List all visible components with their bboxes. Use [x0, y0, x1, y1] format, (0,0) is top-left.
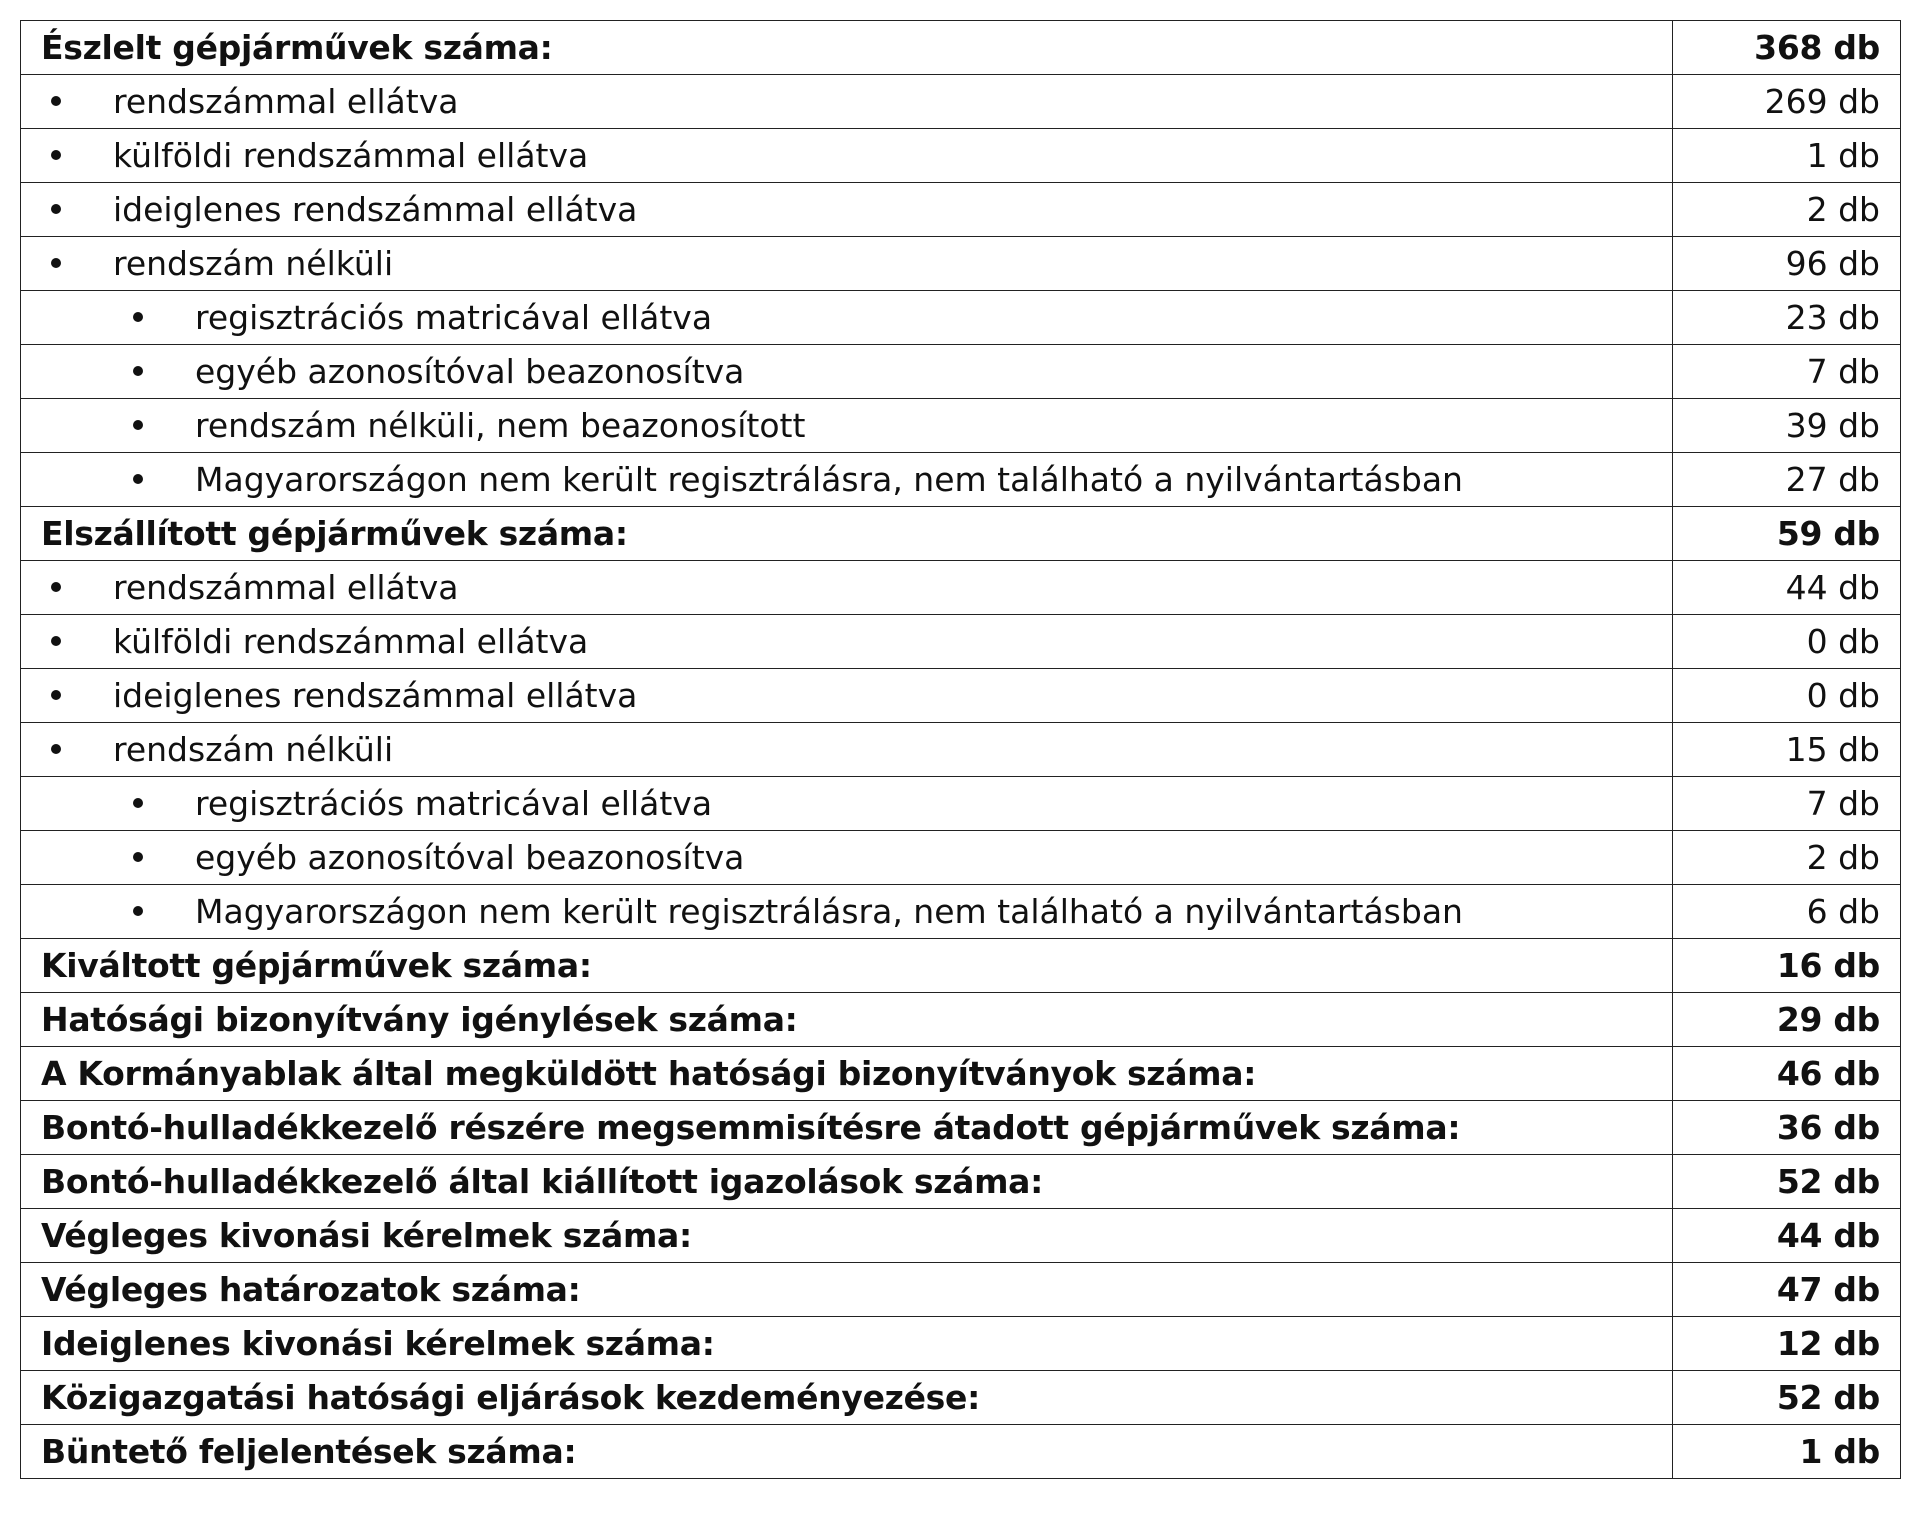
row-label: külföldi rendszámmal ellátva	[113, 622, 589, 661]
row-value: 44 db	[1673, 1209, 1901, 1263]
row-label: Végleges határozatok száma:	[21, 1263, 1673, 1317]
row-label: Közigazgatási hatósági eljárások kezdeményezése:	[21, 1371, 1673, 1425]
row-value: 12 db	[1673, 1317, 1901, 1371]
row-label: egyéb azonosítóval beazonosítva	[195, 352, 745, 391]
row-label: Bontó-hulladékkezelő által kiállított igazolások száma:	[21, 1155, 1673, 1209]
vehicle-statistics-table	[20, 20, 1901, 1479]
table-row	[21, 993, 1901, 1047]
table-row	[21, 723, 1901, 777]
row-label: Észlelt gépjárművek száma:	[21, 21, 1673, 75]
row-label: rendszám nélküli, nem beazonosított	[195, 406, 806, 445]
table-row	[21, 1101, 1901, 1155]
row-value: 47 db	[1673, 1263, 1901, 1317]
row-label-cell	[21, 669, 1673, 723]
bullet-icon	[133, 906, 143, 916]
row-value: 52 db	[1673, 1371, 1901, 1425]
table-row	[21, 561, 1901, 615]
row-value: 2 db	[1673, 183, 1901, 237]
row-value: 0 db	[1673, 669, 1901, 723]
row-label-cell	[21, 777, 1673, 831]
table-row	[21, 615, 1901, 669]
row-label-cell	[21, 129, 1673, 183]
row-value: 269 db	[1673, 75, 1901, 129]
row-value: 6 db	[1673, 885, 1901, 939]
bullet-icon	[51, 582, 61, 592]
row-label-cell	[21, 75, 1673, 129]
row-value: 368 db	[1673, 21, 1901, 75]
table-row	[21, 1425, 1901, 1479]
row-value: 59 db	[1673, 507, 1901, 561]
bullet-icon	[51, 744, 61, 754]
row-label-cell	[21, 615, 1673, 669]
bullet-icon	[51, 636, 61, 646]
table-row	[21, 1155, 1901, 1209]
table-row	[21, 1371, 1901, 1425]
bullet-icon	[133, 474, 143, 484]
row-value: 96 db	[1673, 237, 1901, 291]
row-label-cell	[21, 183, 1673, 237]
row-value: 16 db	[1673, 939, 1901, 993]
table-row	[21, 183, 1901, 237]
row-label: egyéb azonosítóval beazonosítva	[195, 838, 745, 877]
table-row	[21, 345, 1901, 399]
row-label-cell	[21, 237, 1673, 291]
row-label: Büntető feljelentések száma:	[21, 1425, 1673, 1479]
row-label: Végleges kivonási kérelmek száma:	[21, 1209, 1673, 1263]
row-label-cell	[21, 345, 1673, 399]
row-label: külföldi rendszámmal ellátva	[113, 136, 589, 175]
table-row	[21, 1263, 1901, 1317]
row-label-cell	[21, 831, 1673, 885]
row-label: Magyarországon nem került regisztrálásra, nem található a nyilvántartásban	[195, 460, 1463, 499]
row-label-cell	[21, 723, 1673, 777]
table-row	[21, 453, 1901, 507]
bullet-icon	[51, 258, 61, 268]
bullet-icon	[51, 690, 61, 700]
table-row	[21, 75, 1901, 129]
row-label: regisztrációs matricával ellátva	[195, 784, 713, 823]
table-row	[21, 1209, 1901, 1263]
row-value: 7 db	[1673, 345, 1901, 399]
table-row	[21, 21, 1901, 75]
row-value: 0 db	[1673, 615, 1901, 669]
table-row	[21, 1317, 1901, 1371]
table-row	[21, 291, 1901, 345]
row-label: Bontó-hulladékkezelő részére megsemmisítésre átadott gépjárművek száma:	[21, 1101, 1673, 1155]
bullet-icon	[133, 366, 143, 376]
table-row	[21, 939, 1901, 993]
table-row	[21, 399, 1901, 453]
row-value: 27 db	[1673, 453, 1901, 507]
bullet-icon	[51, 96, 61, 106]
row-label-cell	[21, 399, 1673, 453]
row-label: Hatósági bizonyítvány igénylések száma:	[21, 993, 1673, 1047]
row-value: 23 db	[1673, 291, 1901, 345]
table-row	[21, 1047, 1901, 1101]
row-label: rendszám nélküli	[113, 730, 394, 769]
row-value: 44 db	[1673, 561, 1901, 615]
bullet-icon	[51, 150, 61, 160]
row-value: 1 db	[1673, 129, 1901, 183]
row-value: 29 db	[1673, 993, 1901, 1047]
row-label-cell	[21, 453, 1673, 507]
table-row	[21, 777, 1901, 831]
row-label-cell	[21, 885, 1673, 939]
row-value: 1 db	[1673, 1425, 1901, 1479]
row-label: A Kormányablak által megküldött hatósági bizonyítványok száma:	[21, 1047, 1673, 1101]
table-row	[21, 669, 1901, 723]
table-row	[21, 831, 1901, 885]
row-label-cell	[21, 561, 1673, 615]
row-label: ideiglenes rendszámmal ellátva	[113, 676, 638, 715]
row-value: 7 db	[1673, 777, 1901, 831]
row-label: rendszámmal ellátva	[113, 82, 459, 121]
row-label: Kiváltott gépjárművek száma:	[21, 939, 1673, 993]
bullet-icon	[133, 312, 143, 322]
table-row	[21, 507, 1901, 561]
bullet-icon	[133, 852, 143, 862]
row-label: Elszállított gépjárművek száma:	[21, 507, 1673, 561]
bullet-icon	[133, 420, 143, 430]
row-value: 39 db	[1673, 399, 1901, 453]
row-label: Ideiglenes kivonási kérelmek száma:	[21, 1317, 1673, 1371]
row-value: 36 db	[1673, 1101, 1901, 1155]
row-label: Magyarországon nem került regisztrálásra, nem található a nyilvántartásban	[195, 892, 1463, 931]
table-row	[21, 237, 1901, 291]
bullet-icon	[133, 798, 143, 808]
row-label: rendszám nélküli	[113, 244, 394, 283]
row-label: rendszámmal ellátva	[113, 568, 459, 607]
row-value: 15 db	[1673, 723, 1901, 777]
table-row	[21, 885, 1901, 939]
row-label: regisztrációs matricával ellátva	[195, 298, 713, 337]
row-value: 46 db	[1673, 1047, 1901, 1101]
row-value: 52 db	[1673, 1155, 1901, 1209]
table-row	[21, 129, 1901, 183]
row-label: ideiglenes rendszámmal ellátva	[113, 190, 638, 229]
row-label-cell	[21, 291, 1673, 345]
bullet-icon	[51, 204, 61, 214]
row-value: 2 db	[1673, 831, 1901, 885]
